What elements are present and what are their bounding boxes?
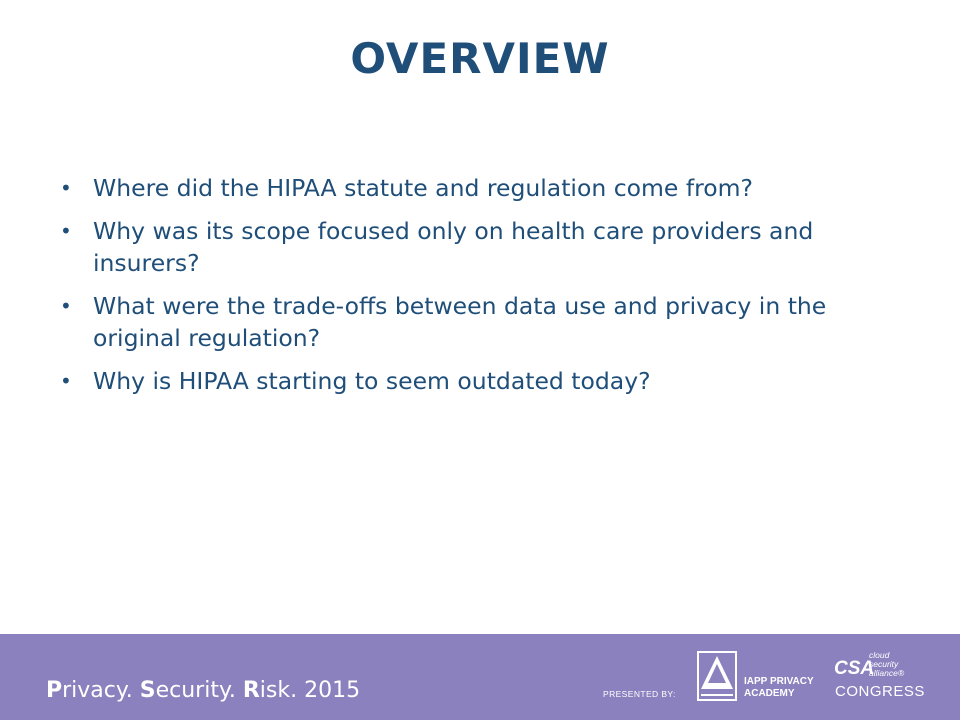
csa-line3: alliance® [869,668,905,678]
bullet-item [58,290,918,354]
brand-letter-p: P [46,678,63,703]
csa-logo-subtext [869,651,904,678]
bullet-dot-icon: • [60,294,72,318]
event-brand [46,678,360,703]
brand-word-security: ecurity. [155,678,243,703]
bullet-text: Why was its scope focused only on health care providers and insurers? [93,217,814,277]
bullet-text: Why is HIPAA starting to seem outdated today? [93,367,651,395]
iapp-line2: ACADEMY [744,688,795,699]
bullet-dot-icon: • [60,219,72,243]
bullet-text: Where did the HIPAA statute and regulation come from? [93,174,753,202]
csa-logo-mark: CSA [834,658,875,679]
presented-by-label: PRESENTED BY: [603,689,676,699]
iapp-line1: IAPP PRIVACY [744,676,814,687]
csa-line2: security [869,659,899,669]
bullet-item [58,172,918,204]
csa-line1: cloud [869,650,890,660]
bullet-dot-icon: • [60,176,72,200]
bullet-dot-icon: • [60,369,72,393]
brand-word-privacy: rivacy. [62,678,140,703]
brand-letter-s: S [139,678,156,703]
bullet-item [58,215,918,279]
footer-bar [0,634,960,720]
bullet-list [58,172,918,408]
csa-congress-label: CONGRESS [835,683,925,700]
slide-title: OVERVIEW [350,34,610,83]
bullet-item [58,365,918,397]
bullet-text: What were the trade-offs between data use and privacy in the original regulation? [93,292,827,352]
brand-letter-r: R [242,678,260,703]
iapp-logo-icon [697,651,737,701]
brand-word-risk: isk. 2015 [259,678,361,703]
iapp-academy-label [744,676,814,700]
